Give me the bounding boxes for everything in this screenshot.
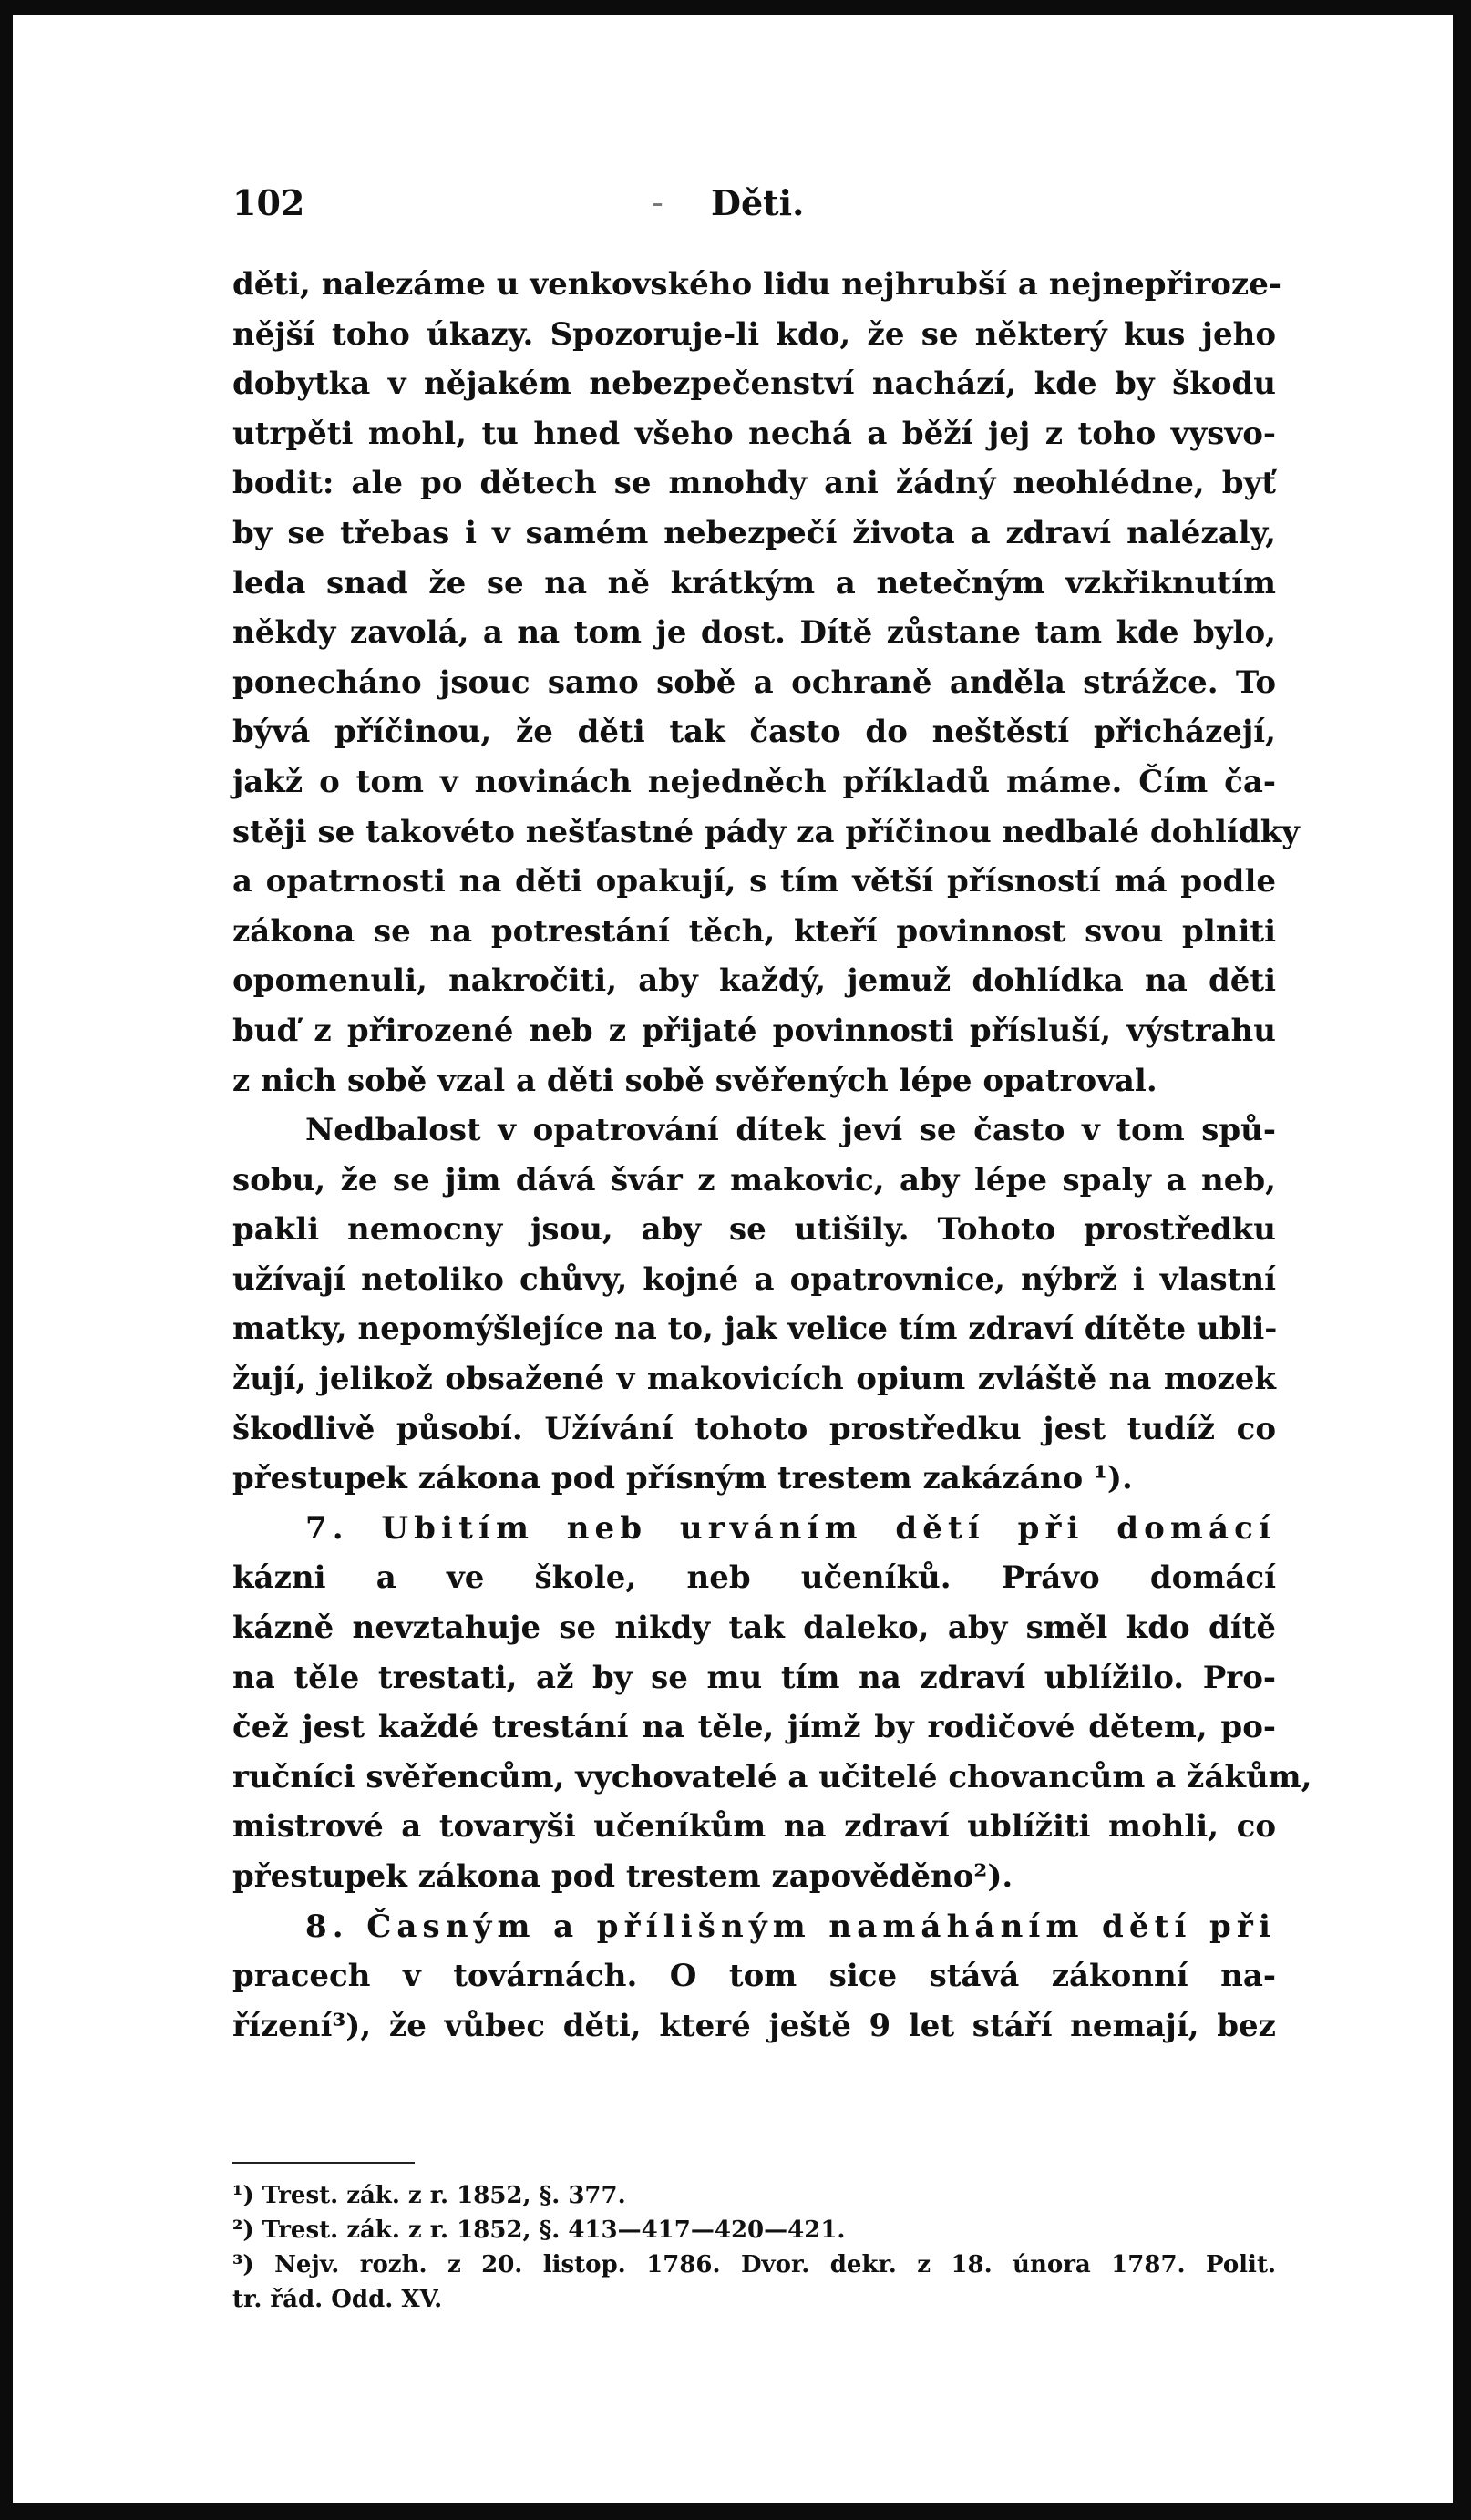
text-line: škodlivě působí. Užívání tohoto prostředku jest tudíž co	[232, 1410, 1276, 1447]
text-line: přestupek zákona pod přísným trestem zakázáno ¹).	[232, 1460, 1133, 1497]
section-heading-8: 8. Časným a přílišným namáháním dětí při	[305, 1908, 1276, 1945]
text-line: nější toho úkazy. Spozoruje-li kdo, že se některý kus jeho	[232, 315, 1276, 353]
text-line: řízení³), že vůbec děti, které ještě 9 let stáří nemají, bez	[232, 2007, 1276, 2044]
text-line: by se třebas i v samém nebezpečí života a zdraví nalézaly,	[232, 514, 1276, 551]
text-line: někdy zavolá, a na tom je dost. Dítě zůstane tam kde bylo,	[232, 614, 1276, 652]
text-line: ponecháno jsouc samo sobě a ochraně anděla strážce. To	[232, 663, 1276, 701]
text-line: jakž o tom v novinách nejedněch příkladů máme. Čím ča-	[232, 763, 1276, 800]
page-number: 102	[232, 182, 305, 223]
section-heading-7: 7. Ubitím neb urváním dětí při domácí	[305, 1509, 1276, 1547]
footnote: ²) Trest. zák. z r. 1852, §. 413—417—420—421.	[232, 2217, 846, 2244]
text-line: zákona se na potrestání těch, kteří povinnost svou plniti	[232, 912, 1276, 950]
text-line: z nich sobě vzal a děti sobě svěřených lépe opatroval.	[232, 1062, 1157, 1099]
text-line: užívají netoliko chůvy, kojné a opatrovnice, nýbrž i vlastní	[232, 1260, 1276, 1298]
page-header	[232, 182, 1276, 237]
text-line: kázně nevztahuje se nikdy tak daleko, aby směl kdo dítě	[232, 1610, 1276, 1647]
text-line: matky, nepomýšlejíce na to, jak velice tím zdraví dítěte ubli-	[232, 1311, 1278, 1348]
footnote-continuation: tr. řád. Odd. XV.	[232, 2286, 443, 2313]
text-line: stěji se takovéto nešťastné pády za příčinou nedbalé dohlídky	[232, 813, 1300, 850]
text-line: čež jest každé trestání na těle, jímž by rodičové dětem, po-	[232, 1709, 1276, 1746]
text-line: leda snad že se na ně krátkým a netečným vzkřiknutím	[232, 564, 1276, 602]
text-line: bývá příčinou, že děti tak často do neštěstí přicházejí,	[232, 714, 1276, 751]
text-line: Nedbalost v opatrování dítek jeví se často v tom spů-	[305, 1112, 1276, 1149]
footnote: ¹) Trest. zák. z r. 1852, §. 377.	[232, 2182, 626, 2209]
footnote: ³) Nejv. rozh. z 20. listop. 1786. Dvor. dekr. z 18. února 1787. Polit.	[232, 2251, 1276, 2278]
running-title: Děti.	[711, 182, 805, 223]
text-line: opomenuli, nakročiti, aby každý, jemuž dohlídka na děti	[232, 962, 1276, 1000]
footnotes	[232, 2178, 1276, 2317]
text-line: na těle trestati, až by se mu tím na zdraví ublížilo. Pro-	[232, 1659, 1276, 1696]
text-line: utrpěti mohl, tu hned všeho nechá a běží jej z toho vysvo-	[232, 415, 1276, 452]
header-separator: -	[652, 182, 663, 222]
text-line: bodit: ale po dětech se mnohdy ani žádný neohlédne, byť	[232, 465, 1276, 502]
text-line: přestupek zákona pod trestem zapověděno²).	[232, 1858, 1013, 1895]
text-line: buď z přirozené neb z přijaté povinnosti přísluší, výstrahu	[232, 1012, 1276, 1049]
footnote-rule	[232, 2162, 415, 2164]
text-line: dobytka v nějakém nebezpečenství nachází, kde by škodu	[232, 365, 1276, 403]
text-line: žují, jelikož obsažené v makovicích opium zvláště na mozek	[232, 1361, 1276, 1398]
text-line: pracech v továrnách. O tom sice stává zákonní na-	[232, 1958, 1276, 1995]
text-line: pakli nemocny jsou, aby se utišily. Tohoto prostředku	[232, 1211, 1276, 1249]
text-line: a opatrnosti na děti opakují, s tím větší přísností má podle	[232, 863, 1276, 900]
text-line: sobu, že se jim dává švár z makovic, aby lépe spaly a neb,	[232, 1161, 1276, 1198]
text-line: ručníci svěřencům, vychovatelé a učitelé chovancům a žákům,	[232, 1758, 1312, 1795]
body-text	[232, 260, 1312, 2051]
text-line: mistrové a tovaryši učeníkům na zdraví ublížiti mohli, co	[232, 1808, 1276, 1846]
text-line: děti, nalezáme u venkovského lidu nejhrubší a nejnepřiroze-	[232, 266, 1281, 303]
text-line: kázni a ve škole, neb učeníků. Právo domácí	[232, 1559, 1276, 1597]
